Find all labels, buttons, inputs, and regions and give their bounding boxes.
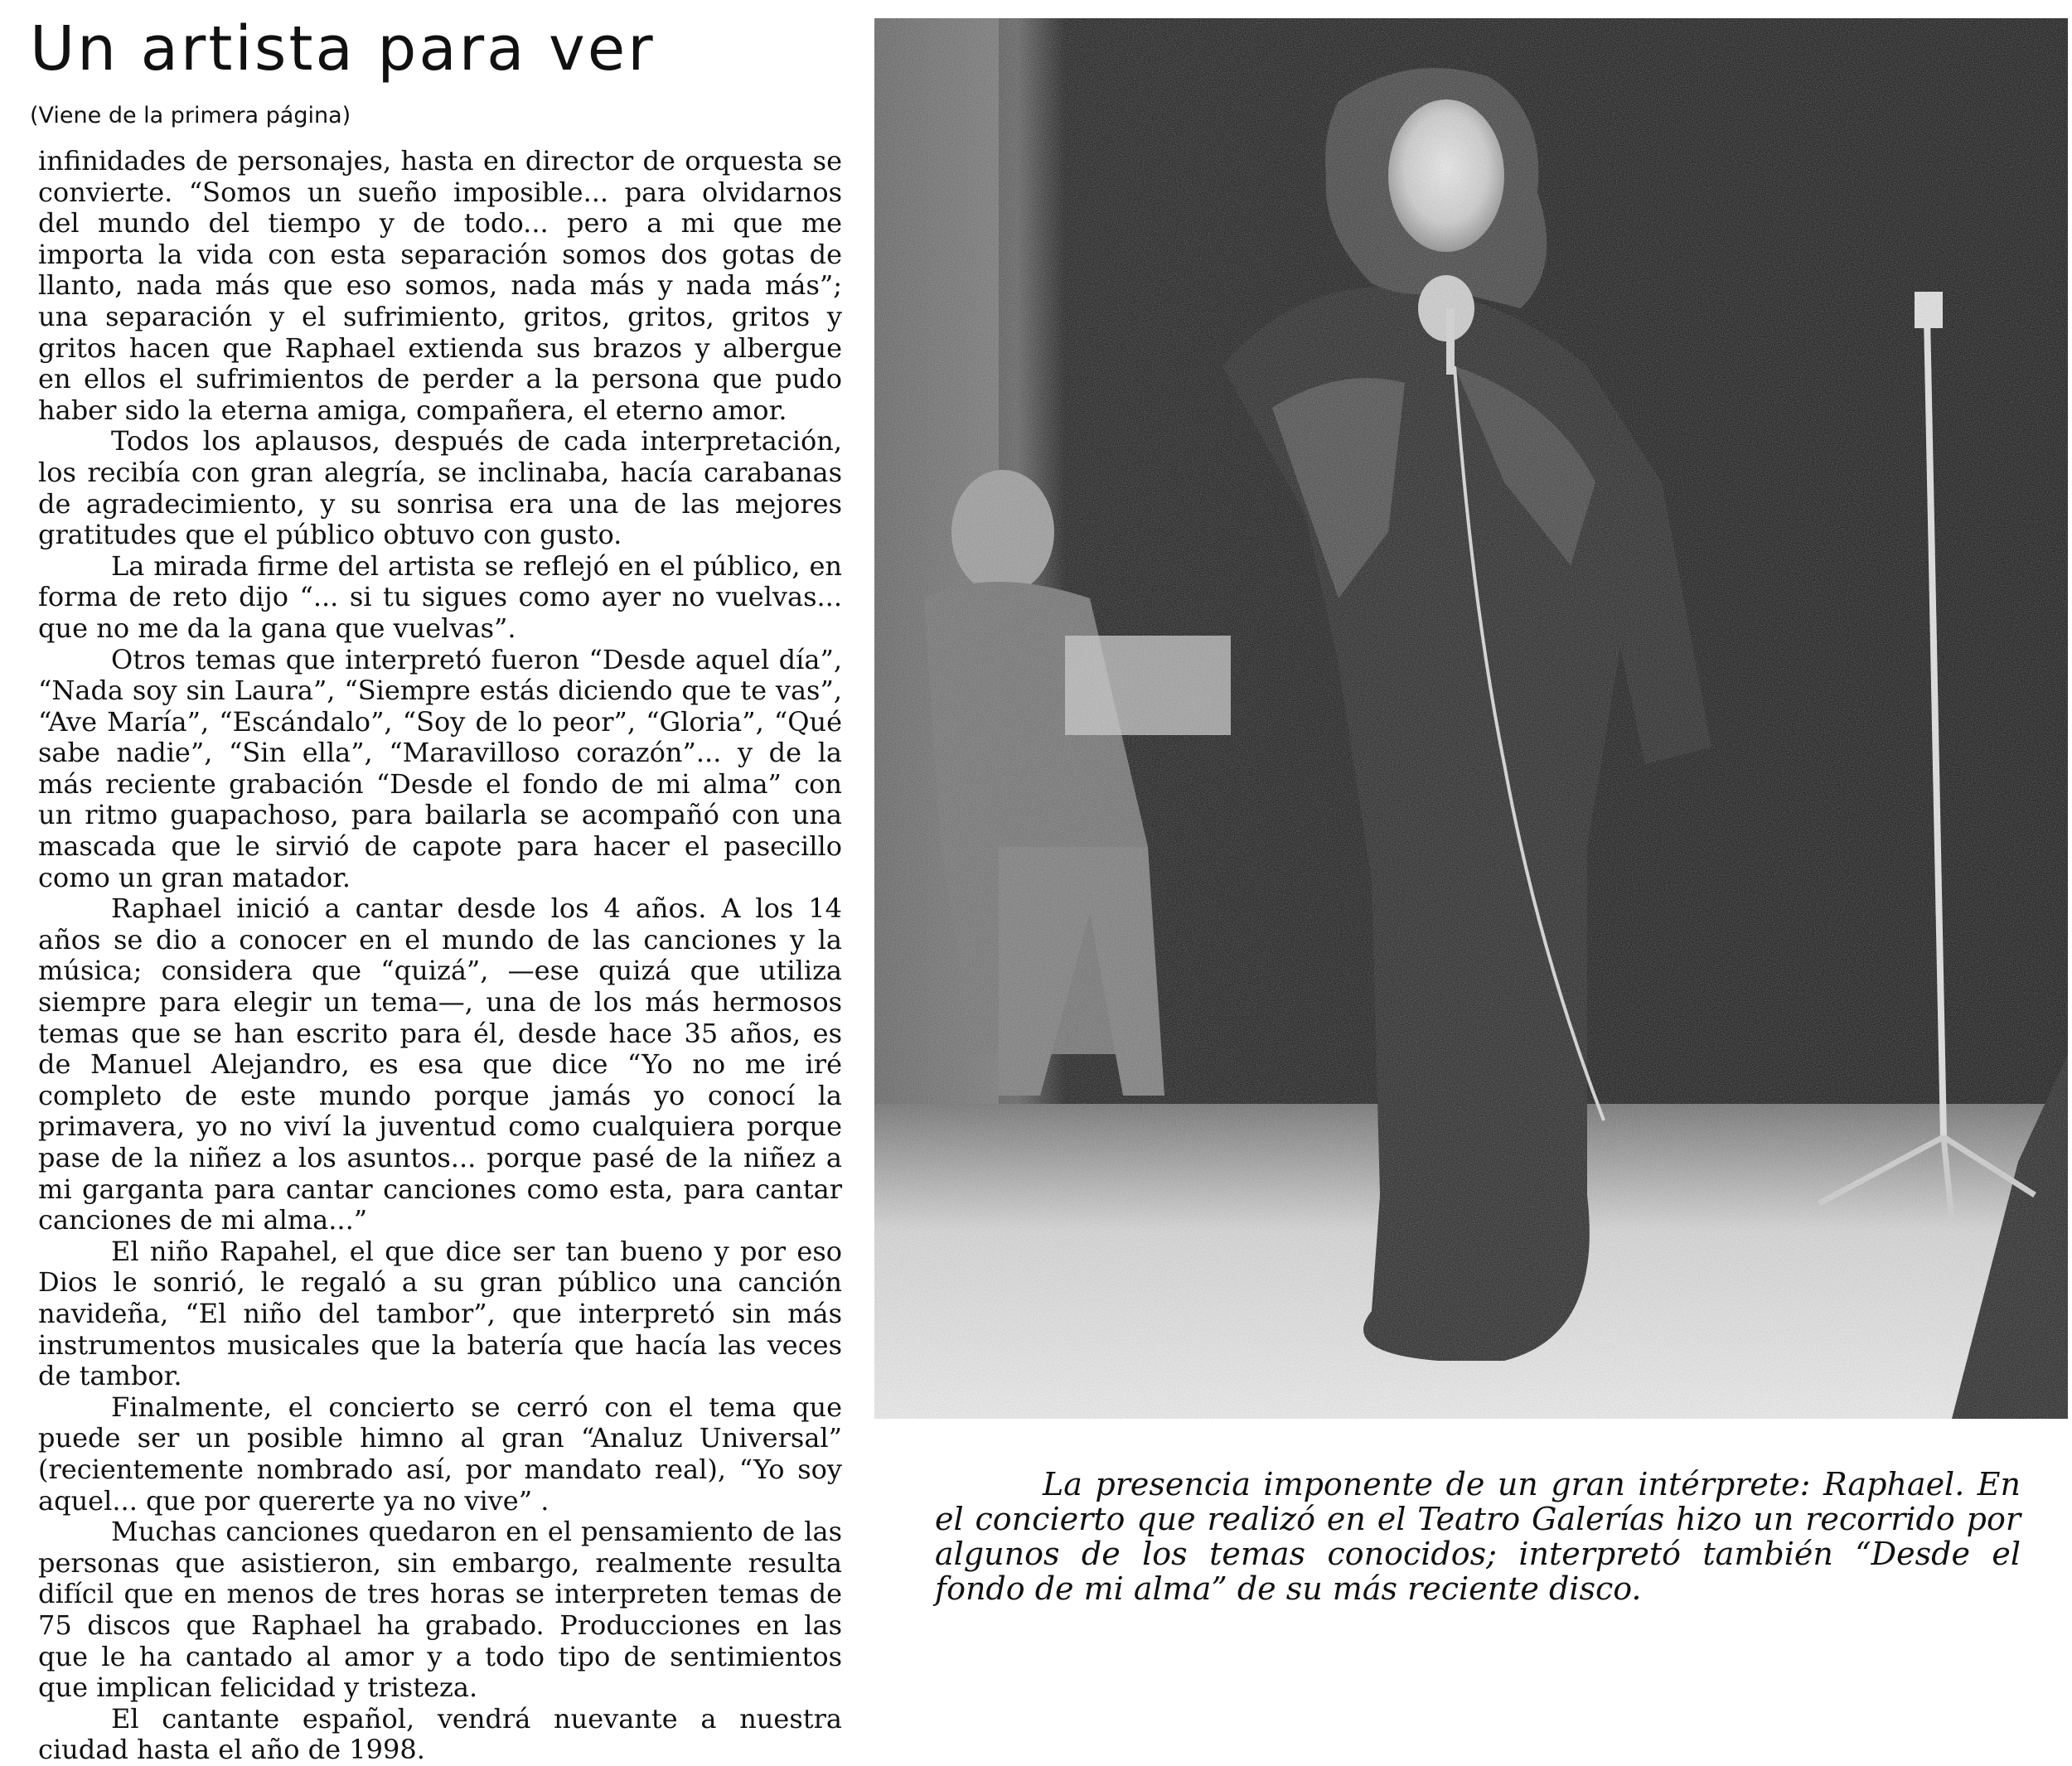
article-paragraph: El cantante español, vendrá nuevante a nuestra ciudad hasta el año de 1998. — [38, 1702, 842, 1766]
concert-photo — [874, 18, 2068, 1419]
article-paragraph: infinidades de personajes, hasta en director de orquesta se convierte. “Somos un sueño imposible... para olvidarnos del mundo del tiempo y de todo... pero a mi que me importa la vida con esta separación somos dos gotas de llanto, nada más que eso somos, nada más y nada más”; una separación y el sufrimiento, gritos, gritos, gritos y gritos hacen que Raphael extienda sus brazos y albergue en ellos el sufrimientos de perder a la persona que pudo haber sido la eterna amiga, compañera, el eterno amor. — [38, 145, 842, 426]
headline: Un artista para ver — [30, 13, 656, 85]
article-paragraph: Raphael inició a cantar desde los 4 años. A los 14 años se dio a conocer en el mundo de las canciones y la música; considera que “quizá”, —ese quizá que utiliza siempre para elegir un tema—, una de los más hermosos temas que se han escrito para él, desde hace 35 años, es de Manuel Alejandro, es esa que dice “Yo no me iré completo de este mundo porque jamás yo conocí la primavera, yo no viví la juventud como cualquiera porque pase de la niñez a los asuntos... porque pasé de la niñez a mi garganta para cantar canciones como esta, para cantar canciones de mi alma...” — [38, 893, 842, 1236]
article-paragraph: Todos los aplausos, después de cada interpretación, los recibía con gran alegría, se inclinaba, hacía carabanas de agradecimiento, y su sonrisa era una de las mejores gratitudes que el público obtuvo con gusto. — [38, 425, 842, 551]
article-paragraph: El niño Rapahel, el que dice ser tan bueno y por eso Dios le sonrió, le regaló a su gran público una canción navideña, “El niño del tambor”, que interpretó sin más instrumentos musicales que la batería que hacía las veces de tambor. — [38, 1235, 842, 1392]
article-paragraph: La mirada firme del artista se reflejó en el público, en forma de reto dijo “... si tu sigues como ayer no vuelvas... que no me da la gana que vuelvas”. — [38, 549, 842, 644]
article-body — [38, 146, 842, 1766]
article-paragraph: Otros temas que interpretó fueron “Desde aquel día”, “Nada soy sin Laura”, “Siempre estás diciendo que te vas”, “Ave María”, “Escándalo”, “Soy de lo peor”, “Gloria”, “Qué sabe nadie”, “Sin ella”, “Maravilloso corazón”... y de la más reciente grabación “Desde el fondo de mi alma” con un ritmo guapachoso, para bailarla se acompañó con una mascada que le sirvió de capote para hacer el pasecillo como un gran matador. — [38, 643, 842, 893]
article-paragraph: Finalmente, el concierto se cerró con el tema que puede ser un posible himno al gran “Analuz Universal” (recientemente nombrado así, por mandato real), “Yo soy aquel... que por quererte ya no vive” . — [38, 1391, 842, 1517]
article-paragraph: Muchas canciones quedaron en el pensamiento de las personas que asistieron, sin embargo, realmente resulta difícil que en menos de tres horas se interpreten temas de 75 discos que Raphael ha grabado. Producciones en las que le ha cantado al amor y a todo tipo de sentimientos que implican felicidad y tristeza. — [38, 1516, 842, 1704]
singer-on-stage-image — [874, 18, 2068, 1419]
photo-caption: La presencia imponente de un gran intérprete: Raphael. En el concierto que realizó en el Teatro Galerías hizo un recorrido por algunos de los temas conocidos; interpretó también “Desde el fondo de mi alma” de su más reciente disco. — [935, 1466, 2021, 1607]
continuation-kicker: (Viene de la primera página) — [30, 103, 351, 128]
